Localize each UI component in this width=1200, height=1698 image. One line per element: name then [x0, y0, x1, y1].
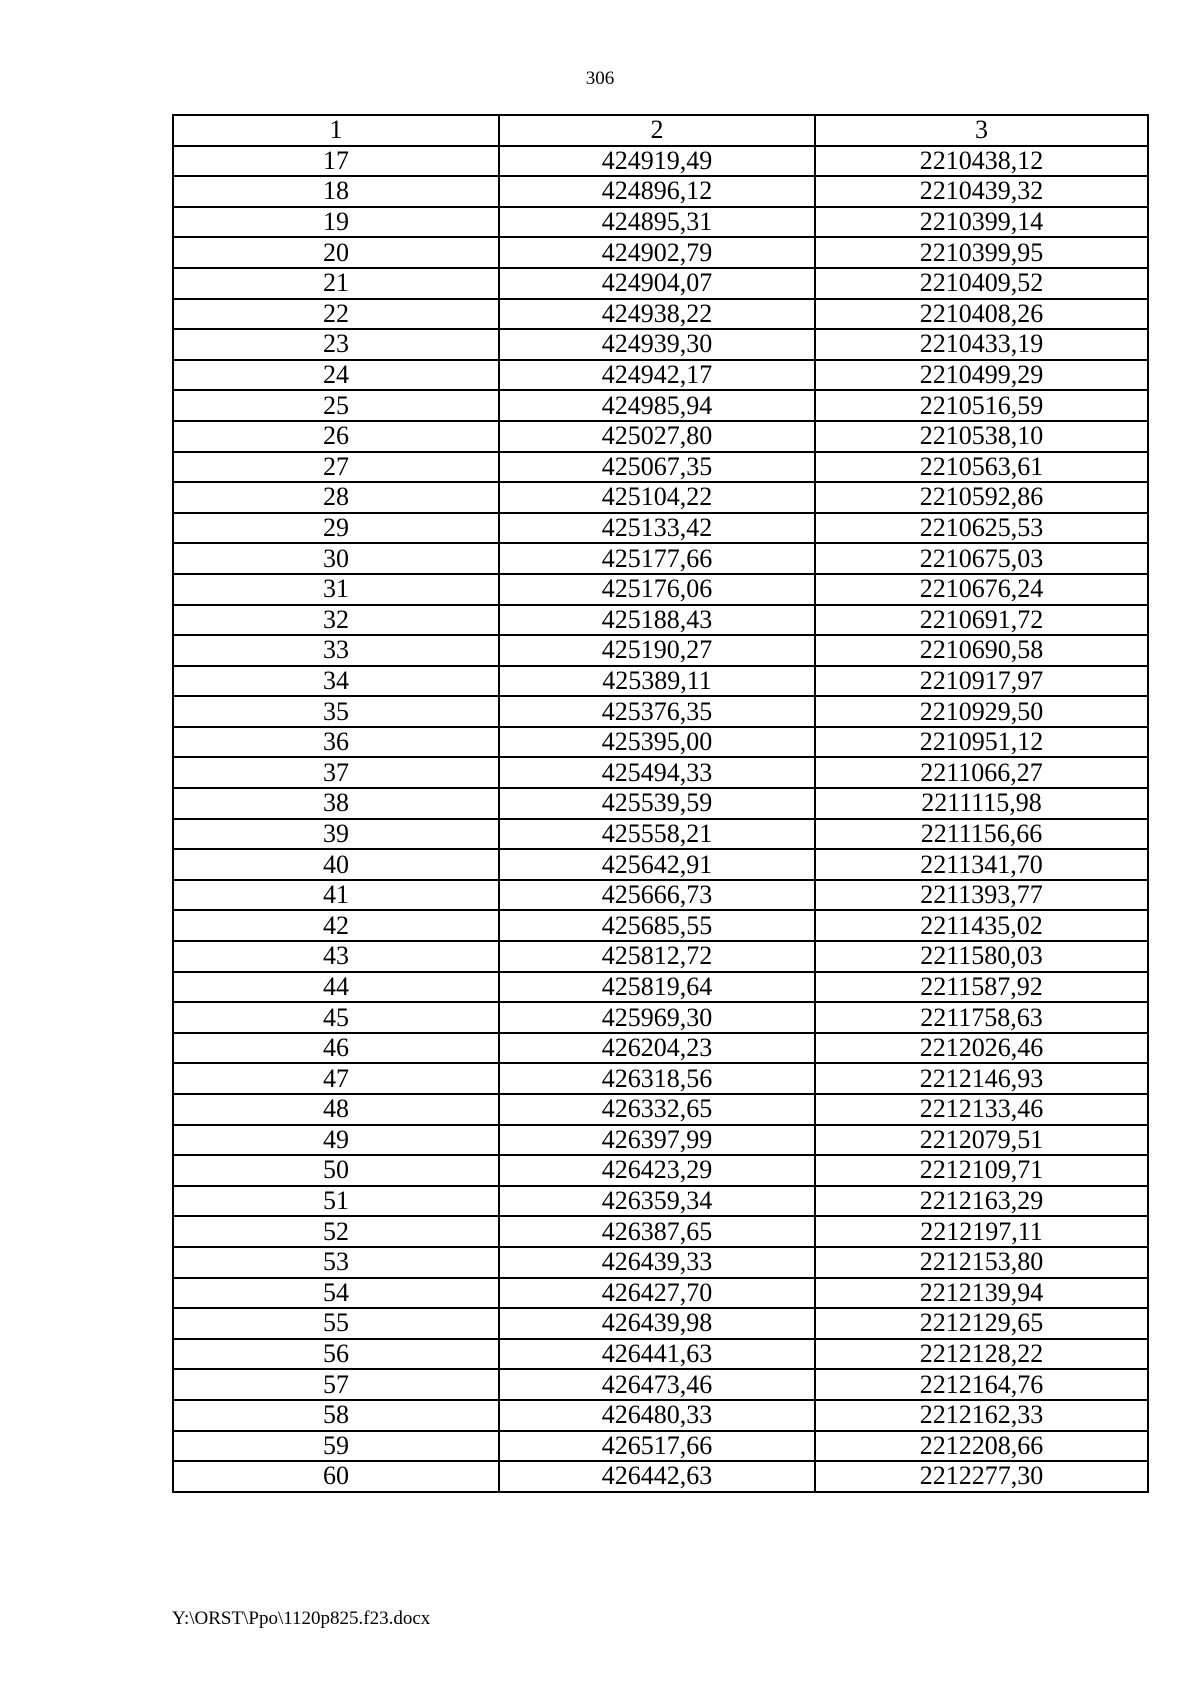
- y-coordinate-cell: 2210592,86: [815, 482, 1148, 513]
- y-coordinate-cell: 2210499,29: [815, 360, 1148, 391]
- column-header-3: 3: [815, 115, 1148, 146]
- table-row: [173, 1369, 1148, 1400]
- point-number-cell: 52: [173, 1216, 499, 1247]
- y-coordinate-cell: 2211758,63: [815, 1002, 1148, 1033]
- y-coordinate-cell: 2210439,32: [815, 176, 1148, 207]
- point-number-cell: 28: [173, 482, 499, 513]
- table-row: [173, 1278, 1148, 1309]
- point-number-cell: 42: [173, 910, 499, 941]
- y-coordinate-cell: 2210516,59: [815, 390, 1148, 421]
- table-row: [173, 941, 1148, 972]
- y-coordinate-cell: 2212208,66: [815, 1431, 1148, 1462]
- x-coordinate-cell: 425539,59: [499, 788, 815, 819]
- table-row: [173, 910, 1148, 941]
- y-coordinate-cell: 2210917,97: [815, 666, 1148, 697]
- table-row: [173, 574, 1148, 605]
- column-header-1: 1: [173, 115, 499, 146]
- x-coordinate-cell: 425027,80: [499, 421, 815, 452]
- y-coordinate-cell: 2210408,26: [815, 299, 1148, 330]
- y-coordinate-cell: 2212162,33: [815, 1400, 1148, 1431]
- point-number-cell: 21: [173, 268, 499, 299]
- y-coordinate-cell: 2212153,80: [815, 1247, 1148, 1278]
- y-coordinate-cell: 2212109,71: [815, 1155, 1148, 1186]
- table-row: [173, 1155, 1148, 1186]
- point-number-cell: 55: [173, 1308, 499, 1339]
- footer-file-path: Y:\ORST\Ppo\1120p825.f23.docx: [172, 1608, 431, 1629]
- x-coordinate-cell: 425104,22: [499, 482, 815, 513]
- table-row: [173, 819, 1148, 850]
- x-coordinate-cell: 426423,29: [499, 1155, 815, 1186]
- table-row: [173, 1216, 1148, 1247]
- point-number-cell: 23: [173, 329, 499, 360]
- table-header-row: [173, 115, 1148, 146]
- y-coordinate-cell: 2211435,02: [815, 910, 1148, 941]
- point-number-cell: 26: [173, 421, 499, 452]
- point-number-cell: 44: [173, 972, 499, 1003]
- x-coordinate-cell: 425642,91: [499, 849, 815, 880]
- y-coordinate-cell: 2212128,22: [815, 1339, 1148, 1370]
- y-coordinate-cell: 2212026,46: [815, 1033, 1148, 1064]
- x-coordinate-cell: 425395,00: [499, 727, 815, 758]
- point-number-cell: 37: [173, 757, 499, 788]
- x-coordinate-cell: 426427,70: [499, 1278, 815, 1309]
- point-number-cell: 36: [173, 727, 499, 758]
- table-row: [173, 421, 1148, 452]
- x-coordinate-cell: 425685,55: [499, 910, 815, 941]
- point-number-cell: 35: [173, 696, 499, 727]
- x-coordinate-cell: 425188,43: [499, 605, 815, 636]
- y-coordinate-cell: 2210675,03: [815, 543, 1148, 574]
- x-coordinate-cell: 424919,49: [499, 146, 815, 177]
- point-number-cell: 58: [173, 1400, 499, 1431]
- y-coordinate-cell: 2210438,12: [815, 146, 1148, 177]
- point-number-cell: 49: [173, 1125, 499, 1156]
- table-row: [173, 1094, 1148, 1125]
- x-coordinate-cell: 426318,56: [499, 1063, 815, 1094]
- point-number-cell: 53: [173, 1247, 499, 1278]
- x-coordinate-cell: 425494,33: [499, 757, 815, 788]
- point-number-cell: 31: [173, 574, 499, 605]
- table-row: [173, 237, 1148, 268]
- table-row: [173, 1002, 1148, 1033]
- x-coordinate-cell: 426359,34: [499, 1186, 815, 1217]
- y-coordinate-cell: 2211393,77: [815, 880, 1148, 911]
- x-coordinate-cell: 426442,63: [499, 1461, 815, 1492]
- table-row: [173, 1461, 1148, 1492]
- y-coordinate-cell: 2211115,98: [815, 788, 1148, 819]
- table-row: [173, 788, 1148, 819]
- x-coordinate-cell: 426517,66: [499, 1431, 815, 1462]
- x-coordinate-cell: 424939,30: [499, 329, 815, 360]
- y-coordinate-cell: 2211341,70: [815, 849, 1148, 880]
- table-row: [173, 543, 1148, 574]
- table-row: [173, 176, 1148, 207]
- point-number-cell: 24: [173, 360, 499, 391]
- table-row: [173, 605, 1148, 636]
- x-coordinate-cell: 425666,73: [499, 880, 815, 911]
- y-coordinate-cell: 2210399,14: [815, 207, 1148, 238]
- y-coordinate-cell: 2210399,95: [815, 237, 1148, 268]
- y-coordinate-cell: 2212129,65: [815, 1308, 1148, 1339]
- point-number-cell: 43: [173, 941, 499, 972]
- point-number-cell: 32: [173, 605, 499, 636]
- table-row: [173, 696, 1148, 727]
- x-coordinate-cell: 425812,72: [499, 941, 815, 972]
- table-row: [173, 727, 1148, 758]
- y-coordinate-cell: 2210929,50: [815, 696, 1148, 727]
- table-row: [173, 513, 1148, 544]
- point-number-cell: 22: [173, 299, 499, 330]
- table-row: [173, 1400, 1148, 1431]
- table-row: [173, 666, 1148, 697]
- point-number-cell: 34: [173, 666, 499, 697]
- point-number-cell: 20: [173, 237, 499, 268]
- table-row: [173, 972, 1148, 1003]
- point-number-cell: 38: [173, 788, 499, 819]
- y-coordinate-cell: 2211587,92: [815, 972, 1148, 1003]
- y-coordinate-cell: 2210409,52: [815, 268, 1148, 299]
- x-coordinate-cell: 425176,06: [499, 574, 815, 605]
- y-coordinate-cell: 2210538,10: [815, 421, 1148, 452]
- point-number-cell: 47: [173, 1063, 499, 1094]
- table-row: [173, 1247, 1148, 1278]
- x-coordinate-cell: 424902,79: [499, 237, 815, 268]
- table-row: [173, 1339, 1148, 1370]
- x-coordinate-cell: 425190,27: [499, 635, 815, 666]
- point-number-cell: 50: [173, 1155, 499, 1186]
- table-row: [173, 390, 1148, 421]
- point-number-cell: 54: [173, 1278, 499, 1309]
- point-number-cell: 27: [173, 452, 499, 483]
- y-coordinate-cell: 2210625,53: [815, 513, 1148, 544]
- y-coordinate-cell: 2210951,12: [815, 727, 1148, 758]
- point-number-cell: 30: [173, 543, 499, 574]
- table-row: [173, 1033, 1148, 1064]
- x-coordinate-cell: 426387,65: [499, 1216, 815, 1247]
- table-row: [173, 268, 1148, 299]
- y-coordinate-cell: 2212146,93: [815, 1063, 1148, 1094]
- point-number-cell: 45: [173, 1002, 499, 1033]
- x-coordinate-cell: 426480,33: [499, 1400, 815, 1431]
- point-number-cell: 18: [173, 176, 499, 207]
- table-row: [173, 146, 1148, 177]
- point-number-cell: 56: [173, 1339, 499, 1370]
- table-row: [173, 757, 1148, 788]
- page-number: 306: [585, 68, 615, 89]
- y-coordinate-cell: 2212164,76: [815, 1369, 1148, 1400]
- x-coordinate-cell: 426332,65: [499, 1094, 815, 1125]
- y-coordinate-cell: 2211580,03: [815, 941, 1148, 972]
- table-row: [173, 635, 1148, 666]
- x-coordinate-cell: 425819,64: [499, 972, 815, 1003]
- x-coordinate-cell: 425376,35: [499, 696, 815, 727]
- x-coordinate-cell: 426439,33: [499, 1247, 815, 1278]
- y-coordinate-cell: 2212197,11: [815, 1216, 1148, 1247]
- point-number-cell: 25: [173, 390, 499, 421]
- x-coordinate-cell: 425558,21: [499, 819, 815, 850]
- table-row: [173, 482, 1148, 513]
- column-header-2: 2: [499, 115, 815, 146]
- table-row: [173, 1308, 1148, 1339]
- x-coordinate-cell: 425969,30: [499, 1002, 815, 1033]
- y-coordinate-cell: 2210690,58: [815, 635, 1148, 666]
- table-row: [173, 360, 1148, 391]
- table-row: [173, 1186, 1148, 1217]
- x-coordinate-cell: 424985,94: [499, 390, 815, 421]
- x-coordinate-cell: 424942,17: [499, 360, 815, 391]
- y-coordinate-cell: 2212133,46: [815, 1094, 1148, 1125]
- y-coordinate-cell: 2212277,30: [815, 1461, 1148, 1492]
- point-number-cell: 19: [173, 207, 499, 238]
- x-coordinate-cell: 426439,98: [499, 1308, 815, 1339]
- table-row: [173, 207, 1148, 238]
- y-coordinate-cell: 2212163,29: [815, 1186, 1148, 1217]
- x-coordinate-cell: 424895,31: [499, 207, 815, 238]
- x-coordinate-cell: 424938,22: [499, 299, 815, 330]
- table-row: [173, 452, 1148, 483]
- point-number-cell: 60: [173, 1461, 499, 1492]
- point-number-cell: 57: [173, 1369, 499, 1400]
- x-coordinate-cell: 424896,12: [499, 176, 815, 207]
- y-coordinate-cell: 2210691,72: [815, 605, 1148, 636]
- x-coordinate-cell: 425177,66: [499, 543, 815, 574]
- x-coordinate-cell: 426473,46: [499, 1369, 815, 1400]
- point-number-cell: 33: [173, 635, 499, 666]
- x-coordinate-cell: 426441,63: [499, 1339, 815, 1370]
- point-number-cell: 39: [173, 819, 499, 850]
- x-coordinate-cell: 426397,99: [499, 1125, 815, 1156]
- point-number-cell: 46: [173, 1033, 499, 1064]
- y-coordinate-cell: 2210563,61: [815, 452, 1148, 483]
- y-coordinate-cell: 2212079,51: [815, 1125, 1148, 1156]
- y-coordinate-cell: 2211066,27: [815, 757, 1148, 788]
- table-row: [173, 1431, 1148, 1462]
- table-row: [173, 299, 1148, 330]
- table-row: [173, 329, 1148, 360]
- point-number-cell: 51: [173, 1186, 499, 1217]
- point-number-cell: 59: [173, 1431, 499, 1462]
- y-coordinate-cell: 2210676,24: [815, 574, 1148, 605]
- point-number-cell: 17: [173, 146, 499, 177]
- point-number-cell: 40: [173, 849, 499, 880]
- x-coordinate-cell: 425133,42: [499, 513, 815, 544]
- point-number-cell: 48: [173, 1094, 499, 1125]
- x-coordinate-cell: 426204,23: [499, 1033, 815, 1064]
- point-number-cell: 29: [173, 513, 499, 544]
- y-coordinate-cell: 2210433,19: [815, 329, 1148, 360]
- y-coordinate-cell: 2211156,66: [815, 819, 1148, 850]
- y-coordinate-cell: 2212139,94: [815, 1278, 1148, 1309]
- table-row: [173, 1125, 1148, 1156]
- table-body: [173, 146, 1148, 1492]
- x-coordinate-cell: 425067,35: [499, 452, 815, 483]
- x-coordinate-cell: 425389,11: [499, 666, 815, 697]
- x-coordinate-cell: 424904,07: [499, 268, 815, 299]
- table-row: [173, 880, 1148, 911]
- table-row: [173, 1063, 1148, 1094]
- point-number-cell: 41: [173, 880, 499, 911]
- table-row: [173, 849, 1148, 880]
- coordinates-table: [172, 114, 1149, 1493]
